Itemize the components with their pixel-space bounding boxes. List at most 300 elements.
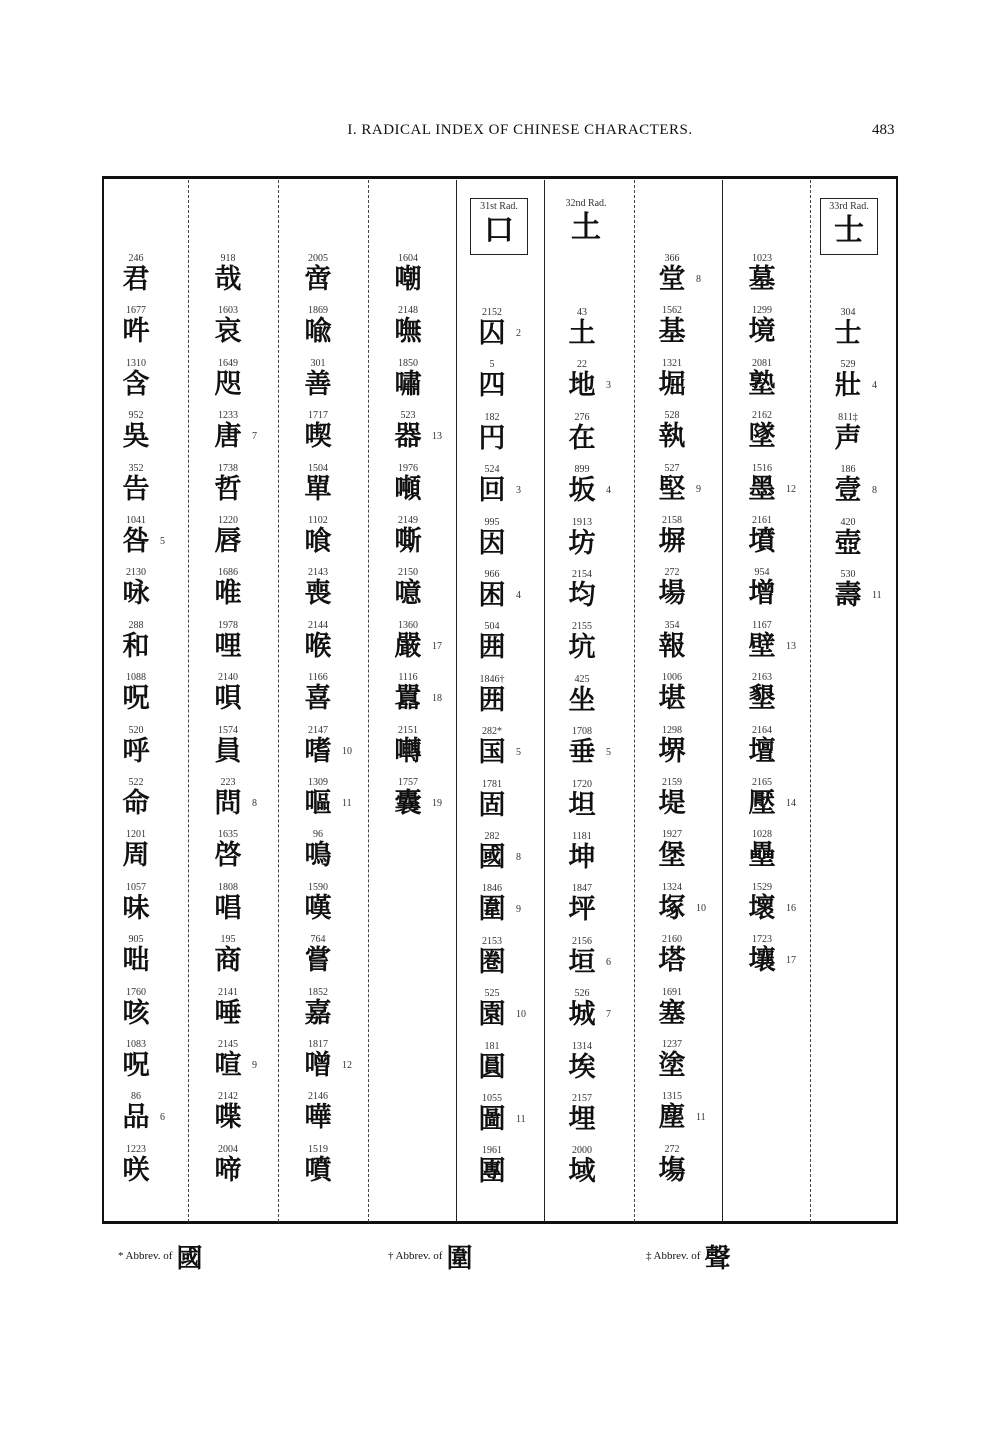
entry-character: 咎 <box>122 526 150 557</box>
entry-character: 嘸 <box>394 316 422 348</box>
index-entry <box>296 830 376 882</box>
entry-character: 品 <box>122 1102 150 1134</box>
stroke-count: 6 <box>160 1112 165 1124</box>
stroke-count: 11 <box>872 590 882 601</box>
entry-number: 2165 <box>752 777 772 788</box>
stroke-count: 11 <box>696 1112 706 1124</box>
index-entry <box>296 621 376 673</box>
stroke-count: 10 <box>696 902 706 914</box>
entry-number: 1686 <box>218 567 238 579</box>
entry-number: 1604 <box>398 253 418 264</box>
entry-character: 喩 <box>304 316 332 348</box>
index-entry <box>114 1145 194 1197</box>
index-entry <box>206 883 286 935</box>
stroke-count: 11 <box>516 1114 526 1125</box>
index-entry <box>386 516 466 568</box>
entry-number: 1529 <box>752 881 772 893</box>
entry-number: 2154 <box>572 569 592 580</box>
entry-character: 園 <box>478 999 506 1031</box>
entry-number: 918 <box>220 253 236 264</box>
entry-number: 2163 <box>752 672 772 684</box>
index-entry <box>296 673 376 725</box>
entry-number: 2152 <box>482 307 502 318</box>
entry-number: 1324 <box>662 881 682 893</box>
index-entry <box>826 570 906 622</box>
footnote-char: 國 <box>176 1244 203 1274</box>
index-entry <box>470 308 550 360</box>
entry-number: 1720 <box>572 778 592 790</box>
stroke-count: 10 <box>516 1009 526 1021</box>
entry-number: 1847 <box>572 883 592 895</box>
entry-character: 唾 <box>214 997 242 1029</box>
index-entry <box>740 411 820 463</box>
index-entry <box>114 830 194 882</box>
entry-character: 吳 <box>122 421 150 453</box>
entry-number: 1028 <box>752 829 772 841</box>
entry-number: 43 <box>577 307 587 318</box>
entry-character: 在 <box>568 422 596 454</box>
stroke-count: 19 <box>432 798 442 809</box>
index-entry <box>560 884 640 936</box>
entry-character: 單 <box>304 473 332 505</box>
entry-number: 1562 <box>662 305 682 317</box>
entry-number: 1298 <box>662 724 682 736</box>
entry-number: 1321 <box>662 357 682 369</box>
entry-number: 2149 <box>398 515 418 526</box>
stroke-count: 4 <box>872 380 877 392</box>
entry-character: 堡 <box>658 840 686 872</box>
stroke-count: 7 <box>606 1009 611 1021</box>
stroke-count: 9 <box>252 1060 257 1071</box>
index-entry <box>826 465 906 517</box>
index-entry <box>206 411 286 463</box>
entry-number: 1220 <box>218 515 238 526</box>
index-entry <box>560 465 640 517</box>
entry-character: 和 <box>122 630 150 662</box>
entry-character: 味 <box>122 892 150 924</box>
entry-character: 均 <box>568 580 596 611</box>
entry-number: 1976 <box>398 462 418 474</box>
entry-number: 288 <box>128 619 144 631</box>
entry-character: 吽 <box>122 316 150 348</box>
entry-character: 員 <box>214 735 242 767</box>
entry-number: 1808 <box>218 881 238 893</box>
index-entry <box>650 411 730 463</box>
entry-character: 呪 <box>122 683 150 715</box>
stroke-count: 12 <box>786 483 796 495</box>
index-entry <box>206 254 286 306</box>
index-entry <box>386 464 466 516</box>
entry-character: 啻 <box>304 264 332 295</box>
entry-number: 1088 <box>126 672 146 684</box>
radical-label: 33rd Rad. <box>829 201 869 212</box>
index-entry <box>114 988 194 1040</box>
footnote-symbol: * <box>118 1250 124 1263</box>
entry-character: 壘 <box>748 840 776 872</box>
entry-character: 唇 <box>214 526 242 557</box>
entry-number: 1041 <box>126 515 146 526</box>
entry-character: 咫 <box>214 368 242 400</box>
entry-number: 1603 <box>218 305 238 317</box>
entry-character: 唐 <box>214 421 242 453</box>
index-entry <box>114 778 194 830</box>
entry-character: 壓 <box>748 788 776 819</box>
entry-character: 器 <box>394 421 422 453</box>
entry-number: 764 <box>310 934 326 946</box>
entry-number: 2142 <box>218 1091 238 1103</box>
entry-character: 告 <box>122 473 150 505</box>
index-entry <box>650 883 730 935</box>
entry-number: 966 <box>484 569 500 580</box>
entry-number: 1299 <box>752 305 772 317</box>
entry-number: 1846† <box>479 673 505 685</box>
index-entry <box>650 306 730 358</box>
entry-number: 1738 <box>218 462 238 474</box>
entry-character: 塞 <box>658 997 686 1029</box>
stroke-count: 16 <box>786 902 796 914</box>
index-entry <box>114 516 194 568</box>
entry-number: 954 <box>754 567 770 579</box>
entry-character: 啓 <box>214 840 242 872</box>
index-entry <box>650 673 730 725</box>
entry-number: 1310 <box>126 357 146 369</box>
entry-character: 喫 <box>304 421 332 453</box>
entry-number: 2155 <box>572 621 592 633</box>
index-entry <box>560 1146 640 1198</box>
entry-character: 哩 <box>214 630 242 662</box>
entry-number: 2004 <box>218 1143 238 1155</box>
entry-number: 1167 <box>752 619 772 631</box>
entry-character: 含 <box>122 368 150 400</box>
index-entry <box>560 1094 640 1146</box>
entry-number: 1978 <box>218 619 238 631</box>
entry-character: 塗 <box>658 1050 686 1081</box>
index-entry <box>296 568 376 620</box>
entry-character: 哀 <box>214 316 242 348</box>
entry-character: 噴 <box>304 1154 332 1186</box>
index-entry <box>470 780 550 832</box>
stroke-count: 11 <box>342 798 352 809</box>
entry-character: 咄 <box>122 945 150 977</box>
stroke-count: 18 <box>432 693 442 705</box>
entry-character: 坑 <box>568 632 596 664</box>
index-entry <box>650 359 730 411</box>
index-entry <box>206 516 286 568</box>
entry-character: 周 <box>122 840 150 872</box>
index-entry <box>650 516 730 568</box>
entry-number: 520 <box>128 724 144 736</box>
index-entry <box>296 883 376 935</box>
index-entry <box>206 673 286 725</box>
entry-character: 圓 <box>478 1051 506 1083</box>
entry-character: 堀 <box>658 368 686 400</box>
footnote-char: 聲 <box>704 1244 731 1274</box>
entry-character: 噌 <box>304 1050 332 1081</box>
entry-number: 1516 <box>752 462 772 474</box>
entry-number: 2143 <box>308 567 328 579</box>
index-entry <box>826 413 906 465</box>
index-entry <box>740 673 820 725</box>
entry-number: 304 <box>840 307 856 318</box>
radical-char: 口 <box>484 213 514 248</box>
entry-number: 1723 <box>752 934 772 946</box>
index-entry <box>296 359 376 411</box>
entry-number: 530 <box>840 569 856 580</box>
index-entry <box>470 413 550 465</box>
entry-number: 181 <box>484 1040 500 1052</box>
entry-number: 301 <box>310 357 326 369</box>
index-entry <box>826 360 906 412</box>
index-entry <box>296 411 376 463</box>
entry-character: 壞 <box>748 892 776 924</box>
index-entry <box>650 1092 730 1144</box>
index-entry <box>386 621 466 673</box>
entry-number: 2164 <box>752 724 772 736</box>
entry-number: 1519 <box>308 1143 328 1155</box>
entry-character: 坦 <box>568 789 596 821</box>
entry-number: 246 <box>128 253 144 264</box>
entry-character: 唄 <box>214 683 242 715</box>
index-entry <box>296 1145 376 1197</box>
entry-number: 2146 <box>308 1091 328 1103</box>
entry-number: 282* <box>482 726 502 738</box>
entry-number: 354 <box>664 619 680 631</box>
radical-heading-32 <box>558 198 614 247</box>
entry-character: 嘶 <box>394 526 422 557</box>
entry-number: 2130 <box>126 567 146 579</box>
stroke-count: 9 <box>516 904 521 916</box>
entry-character: 執 <box>658 421 686 453</box>
entry-character: 圏 <box>478 946 506 978</box>
index-entry <box>206 988 286 1040</box>
entry-number: 5 <box>489 359 495 371</box>
entry-number: 2161 <box>752 515 772 526</box>
entry-number: 1181 <box>572 831 592 842</box>
entry-number: 2160 <box>662 934 682 946</box>
entry-number: 527 <box>664 462 680 474</box>
entry-character: 咳 <box>122 997 150 1029</box>
stroke-count: 7 <box>252 431 257 443</box>
stroke-count: 3 <box>606 380 611 392</box>
index-entry <box>114 464 194 516</box>
entry-character: 嘲 <box>394 264 422 295</box>
index-entry <box>470 518 550 570</box>
entry-number: 366 <box>664 253 680 264</box>
entry-number: 522 <box>128 777 144 788</box>
entry-number: 899 <box>574 464 590 476</box>
entry-character: 呪 <box>122 1050 150 1081</box>
entry-number: 1504 <box>308 462 328 474</box>
entry-number: 1223 <box>126 1143 146 1155</box>
index-entry <box>296 464 376 516</box>
entry-character: 壽 <box>834 580 862 611</box>
index-entry <box>206 464 286 516</box>
entry-character: 城 <box>568 999 596 1031</box>
entry-number: 195 <box>220 934 236 946</box>
entry-number: 905 <box>128 934 144 946</box>
entry-number: 86 <box>131 1091 141 1103</box>
entry-number: 1961 <box>482 1145 502 1157</box>
entry-character: 堤 <box>658 788 686 819</box>
index-entry <box>826 308 906 360</box>
entry-character: 囲 <box>478 632 506 664</box>
entry-character: 圖 <box>478 1104 506 1135</box>
footnote-1 <box>118 1238 202 1275</box>
entry-number: 2147 <box>308 724 328 736</box>
index-entry <box>560 622 640 674</box>
entry-character: 固 <box>478 789 506 821</box>
entry-number: 352 <box>128 462 144 474</box>
entry-number: 529 <box>840 359 856 371</box>
index-entry <box>650 568 730 620</box>
entry-character: 声 <box>834 422 862 454</box>
stroke-count: 8 <box>252 798 257 809</box>
entry-character: 回 <box>478 475 506 507</box>
page-header-title: I. RADICAL INDEX OF CHINESE CHARACTERS. <box>347 122 693 138</box>
index-entry <box>740 359 820 411</box>
index-entry <box>470 570 550 622</box>
entry-character: 困 <box>478 580 506 611</box>
entry-character: 噫 <box>394 578 422 610</box>
entry-character: 喜 <box>304 683 332 715</box>
stroke-count: 5 <box>160 536 165 547</box>
radical-heading-33 <box>820 198 878 255</box>
index-entry <box>296 988 376 1040</box>
entry-number: 1717 <box>308 410 328 422</box>
entry-character: 場 <box>658 578 686 610</box>
index-entry <box>206 726 286 778</box>
entry-character: 嚴 <box>394 630 422 662</box>
index-entry <box>114 673 194 725</box>
entry-number: 2156 <box>572 935 592 947</box>
stroke-count: 17 <box>432 640 442 652</box>
entry-character: 墾 <box>748 683 776 715</box>
index-entry <box>386 673 466 725</box>
entry-number: 1574 <box>218 724 238 736</box>
entry-character: 堂 <box>658 264 686 295</box>
index-entry <box>560 413 640 465</box>
entry-character: 壁 <box>748 630 776 662</box>
stroke-count: 3 <box>516 485 521 497</box>
index-entry <box>650 935 730 987</box>
footnote-text: Abbrev. of <box>653 1250 701 1263</box>
index-entry <box>470 1146 550 1198</box>
index-entry <box>296 1092 376 1144</box>
entry-character: 壤 <box>748 945 776 977</box>
entry-character: 囊 <box>394 788 422 819</box>
index-entry <box>650 1040 730 1092</box>
entry-number: 22 <box>577 359 587 371</box>
index-entry <box>650 254 730 306</box>
entry-number: 1846 <box>482 883 502 895</box>
entry-number: 1057 <box>126 881 146 893</box>
index-entry <box>296 1040 376 1092</box>
index-entry <box>386 726 466 778</box>
index-entry <box>206 568 286 620</box>
index-entry <box>560 360 640 412</box>
index-entry <box>114 254 194 306</box>
entry-character: 囚 <box>478 318 506 349</box>
entry-character: 噸 <box>394 473 422 505</box>
entry-number: 1590 <box>308 881 328 893</box>
radical-char: 土 <box>571 210 601 245</box>
entry-number: 2158 <box>662 515 682 526</box>
entry-character: 唯 <box>214 578 242 610</box>
entry-number: 1708 <box>572 726 592 738</box>
stroke-count: 4 <box>516 590 521 601</box>
entry-character: 垣 <box>568 946 596 978</box>
index-entry <box>296 516 376 568</box>
index-entry <box>740 516 820 568</box>
entry-character: 國 <box>478 842 506 873</box>
entry-character: 墳 <box>748 526 776 557</box>
entry-character: 咲 <box>122 1154 150 1186</box>
entry-character: 土 <box>568 318 596 349</box>
entry-number: 1649 <box>218 357 238 369</box>
entry-number: 2150 <box>398 567 418 579</box>
entry-character: 坪 <box>568 894 596 926</box>
entry-number: 1309 <box>308 777 328 788</box>
entry-character: 哲 <box>214 473 242 505</box>
index-entry <box>650 726 730 778</box>
entry-number: 2151 <box>398 724 418 736</box>
index-entry <box>386 778 466 830</box>
index-entry <box>560 570 640 622</box>
index-entry <box>206 778 286 830</box>
index-entry <box>296 306 376 358</box>
entry-number: 1023 <box>752 253 772 264</box>
entry-character: 因 <box>478 527 506 559</box>
entry-number: 2162 <box>752 410 772 422</box>
entry-number: 96 <box>313 829 323 841</box>
entry-number: 1913 <box>572 516 592 528</box>
entry-character: 墜 <box>748 421 776 453</box>
entry-number: 995 <box>484 516 500 528</box>
entry-number: 1852 <box>308 986 328 998</box>
index-entry <box>296 254 376 306</box>
entry-character: 坐 <box>568 684 596 716</box>
stroke-count: 8 <box>696 274 701 285</box>
entry-character: 垂 <box>568 737 596 769</box>
entry-character: 嗜 <box>304 735 332 767</box>
entry-number: 2005 <box>308 253 328 264</box>
index-entry <box>740 935 820 987</box>
index-entry <box>386 411 466 463</box>
entry-character: 喰 <box>304 526 332 557</box>
entry-character: 啼 <box>214 1154 242 1186</box>
footnote-text: Abbrev. of <box>395 1250 443 1263</box>
entry-character: 命 <box>122 788 150 819</box>
index-entry <box>470 937 550 989</box>
index-entry <box>560 675 640 727</box>
entry-character: 喋 <box>214 1102 242 1134</box>
entry-number: 2145 <box>218 1039 238 1050</box>
entry-number: 1757 <box>398 777 418 788</box>
entry-number: 186 <box>840 464 856 476</box>
entry-number: 2000 <box>572 1145 592 1157</box>
index-entry <box>560 518 640 570</box>
entry-character: 喉 <box>304 630 332 662</box>
index-entry <box>740 568 820 620</box>
entry-character: 商 <box>214 945 242 977</box>
footnote-3 <box>646 1238 730 1275</box>
index-entry <box>386 254 466 306</box>
entry-number: 1635 <box>218 829 238 841</box>
index-entry <box>206 1145 286 1197</box>
entry-character: 塀 <box>658 526 686 557</box>
index-entry <box>560 1042 640 1094</box>
index-entry <box>206 830 286 882</box>
